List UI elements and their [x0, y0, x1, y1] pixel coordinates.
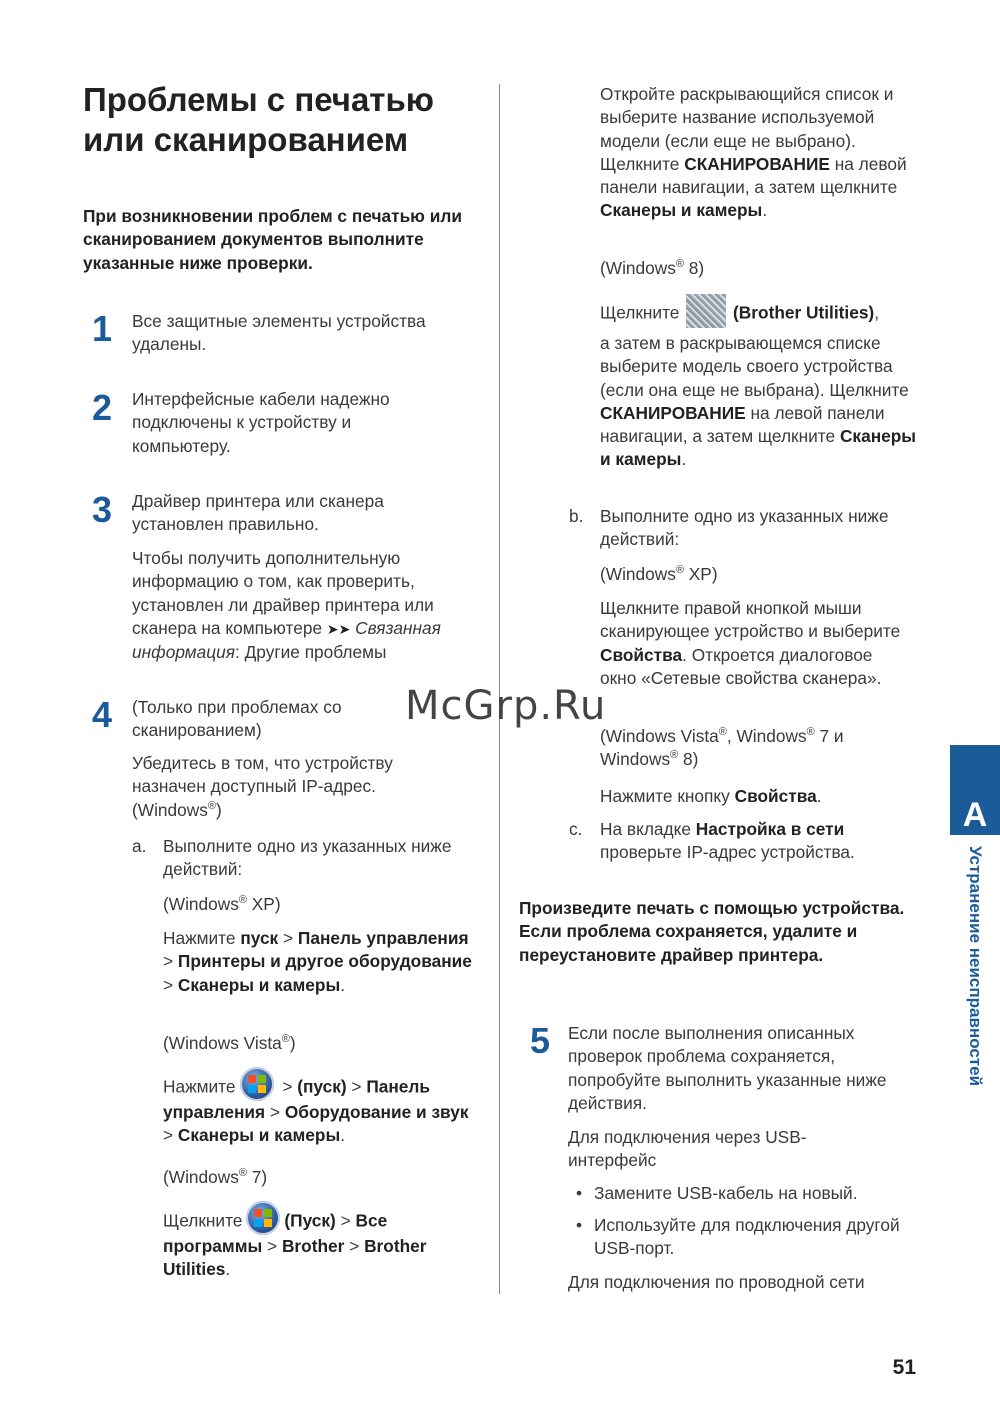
b-xp-t2: . Откроется диалоговое окно «Сетевые свойства сканера».: [600, 644, 882, 688]
c-t1: На вкладке: [600, 819, 696, 839]
chapter-tab: A: [950, 745, 1000, 835]
page-title-line1: Проблемы с печатью: [83, 81, 434, 118]
b-instructions: [600, 785, 900, 808]
a-w7-t3: >: [262, 1236, 282, 1256]
step-number-2: 2: [92, 387, 113, 428]
step-2-text: Интерфейсные кабели надежно подключены к устройству и компьютеру.: [132, 389, 390, 456]
usb-heading: Для подключения через USB-интерфейс: [568, 1127, 807, 1171]
a-w7c-t3: .: [762, 200, 768, 221]
a-w7-b4: Brother Utilities: [163, 1236, 427, 1280]
c-t2: проверьте IP-адрес устройства.: [600, 842, 855, 863]
windows-start-orb-icon: [246, 1201, 280, 1235]
related-info-link[interactable]: Связанная информация: [132, 617, 441, 663]
page-title-line2: или сканированием: [83, 121, 409, 158]
a-w8-continued: [600, 332, 920, 472]
b-windows-xp-heading: [600, 563, 718, 586]
a-vista-instructions: [163, 1075, 483, 1148]
step-4-text: (Только при проблемах со сканированием): [132, 697, 342, 741]
registered-mark: ®: [675, 258, 684, 271]
a-vista-post: ): [289, 1033, 296, 1053]
step-3-more-suffix: : Другие проблемы: [234, 642, 387, 663]
b-v78-p1: (Windows Vista: [600, 726, 719, 746]
registered-mark: ®: [806, 726, 815, 739]
a-w8c-b2: Сканеры и камеры: [600, 426, 917, 470]
b-xp-pre: (Windows: [600, 564, 676, 584]
bullet-dot: •: [576, 1183, 583, 1203]
a-w8-t2: ,: [874, 302, 879, 323]
a-xp-b1: пуск: [240, 928, 279, 948]
a-vista-b2: Панель управления: [163, 1076, 431, 1122]
registered-mark: ®: [238, 894, 247, 907]
a-w8c-t3: .: [681, 449, 687, 470]
a-windows-8-heading: [600, 257, 704, 280]
a-w7-b3: Brother: [281, 1236, 345, 1256]
step-4-close: ): [215, 799, 222, 820]
a-w7-t2: >: [335, 1210, 356, 1231]
a-xp-instructions: [163, 927, 483, 997]
a-vista-t5: >: [163, 1125, 178, 1146]
step-3-text: Драйвер принтера или сканера установлен правильно.: [132, 491, 384, 535]
b-instr-t2: .: [816, 786, 822, 806]
a-w8c-t2: на левой панели навигации, а затем щелкните: [600, 402, 885, 447]
b-v78-p5: 8): [678, 749, 699, 770]
a-w7-t1: Щелкните: [163, 1210, 243, 1231]
a-vista-t1: Нажмите: [163, 1076, 236, 1097]
a-w7c-b2: Сканеры и камеры: [600, 200, 763, 221]
a-vista-pre: (Windows Vista: [163, 1033, 282, 1053]
intro-text: При возникновении проблем с печатью или сканированием документов выполните указанные ниже проверки.: [83, 206, 462, 273]
b-vista-78-heading: [600, 725, 900, 772]
a-w7-t4: >: [344, 1236, 365, 1256]
a-w8-t1: Щелкните: [600, 302, 680, 323]
a-xp-pre: (Windows: [163, 894, 239, 914]
a-w8-instructions: [600, 300, 930, 328]
a-xp-t5: .: [340, 974, 346, 995]
a-vista-t3: >: [346, 1076, 367, 1097]
substep-c-text: [600, 818, 910, 865]
watermark: McGrp.Ru: [405, 683, 607, 729]
b-xp-post: XP): [683, 564, 718, 584]
substep-b-text: Выполните одно из указанных ниже действий:: [600, 506, 889, 550]
a-w8c-b1: СКАНИРОВАНИЕ: [600, 402, 746, 423]
b-v78-p2: , Windows: [726, 726, 807, 746]
a-w8c-t1: а затем в раскрывающемся списке выберите модель своего устройства (если она еще не выбрана). Щелкните: [600, 333, 909, 400]
registered-mark: ®: [238, 1167, 247, 1180]
a-w7-instructions: [163, 1209, 483, 1282]
a-xp-b2: Панель управления: [297, 928, 469, 948]
step-4-ip-text: Убедитесь в том, что устройству назначен доступный IP-адрес. (Windows: [132, 753, 393, 820]
b-instr-t1: Нажмите кнопку: [600, 786, 735, 806]
a-vista-b4: Сканеры и камеры: [177, 1125, 341, 1146]
a-xp-t2: >: [278, 928, 298, 948]
a-w7-post: 7): [246, 1167, 268, 1187]
b-instr-b1: Свойства: [734, 786, 817, 806]
a-xp-post: XP): [246, 894, 281, 914]
registered-mark: ®: [207, 799, 216, 812]
a-vista-b3: Оборудование и звук: [284, 1102, 469, 1122]
step-5-text: Если после выполнения описанных проверок проблема сохраняется, попробуйте выполнить указанные ниже действия.: [568, 1023, 887, 1113]
step-4-ip-check: [132, 752, 442, 822]
a-vista-t2: >: [277, 1076, 298, 1097]
a-xp-t4: >: [163, 974, 178, 995]
a-w7c-t1: Откройте раскрывающийся список и выберите название используемой модели (если еще не выбрано). Щелкните: [600, 84, 894, 174]
step-number-4: 4: [92, 694, 113, 735]
usb-item: Замените USB-кабель на новый.: [594, 1183, 858, 1203]
substep-c-label: c.: [569, 819, 583, 839]
a-w7-continued: [600, 83, 920, 223]
registered-mark: ®: [281, 1033, 290, 1046]
chapter-label: [951, 846, 999, 1126]
step-3-more-info: [132, 547, 487, 664]
bullet-dot: •: [576, 1215, 583, 1235]
a-w8-post: 8): [683, 258, 705, 278]
substep-b-label: b.: [569, 506, 584, 526]
a-w7-b2: Все программы: [163, 1210, 388, 1256]
b-xp-instructions: [600, 597, 910, 690]
step-1-text: Все защитные элементы устройства удалены.: [132, 311, 426, 355]
b-v78-p3: 7 и: [814, 726, 844, 746]
chapter-label-text: Устранение неисправностей: [966, 846, 985, 1087]
usb-item: Используйте для подключения другой USB-порт.: [594, 1215, 900, 1259]
a-xp-b3: Принтеры и другое оборудование: [177, 951, 472, 972]
registered-mark: ®: [675, 564, 684, 577]
windows-start-orb-icon: [240, 1067, 274, 1101]
step-number-3: 3: [92, 489, 113, 530]
wired-heading: Для подключения по проводной сети: [568, 1272, 865, 1292]
step-3-more-prefix: Чтобы получить дополнительную информацию о том, как проверить, установлен ли драйвер принтера или сканера на компьютере: [132, 548, 434, 638]
a-w8-b1: (Brother Utilities): [733, 302, 875, 323]
c-b1: Настройка в сети: [695, 819, 845, 839]
a-w7c-b1: СКАНИРОВАНИЕ: [684, 153, 830, 174]
a-w7-pre: (Windows: [163, 1167, 239, 1187]
a-w7-t5: .: [225, 1259, 231, 1280]
a-w7c-t2: на левой панели навигации, а затем щелкните: [600, 153, 907, 198]
step-number-1: 1: [92, 308, 113, 349]
substep-a-label: a.: [132, 836, 147, 856]
a-windows-7-heading: [163, 1166, 267, 1189]
page-title: [83, 80, 493, 160]
b-xp-t1: Щелкните правой кнопкой мыши сканирующее устройство и выберите: [600, 598, 901, 642]
b-xp-b1: Свойства: [600, 644, 683, 665]
a-xp-t1: Нажмите: [163, 928, 241, 948]
registered-mark: ®: [718, 726, 727, 739]
page-number: 51: [892, 1356, 916, 1379]
double-arrow-icon: ➤➤: [326, 620, 351, 637]
registered-mark: ®: [670, 749, 679, 762]
a-vista-t6: .: [340, 1125, 346, 1146]
a-vista-b1: (пуск): [297, 1076, 347, 1097]
a-windows-xp-heading: [163, 893, 281, 916]
a-xp-t3: >: [163, 951, 178, 972]
step-number-5: 5: [530, 1020, 551, 1061]
retry-note: Произведите печать с помощью устройства. Если проблема сохраняется, удалите и переустановите драйвер принтера.: [519, 898, 905, 965]
a-w8-pre: (Windows: [600, 258, 676, 278]
b-v78-p4: Windows: [600, 749, 671, 770]
brother-utilities-icon: [686, 294, 726, 328]
a-w7-b1: (Пуск): [284, 1210, 336, 1231]
a-vista-t4: >: [265, 1102, 285, 1122]
substep-a-text: Выполните одно из указанных ниже действий:: [163, 836, 452, 880]
a-xp-b4: Сканеры и камеры: [177, 974, 341, 995]
a-windows-vista-heading: [163, 1032, 296, 1055]
